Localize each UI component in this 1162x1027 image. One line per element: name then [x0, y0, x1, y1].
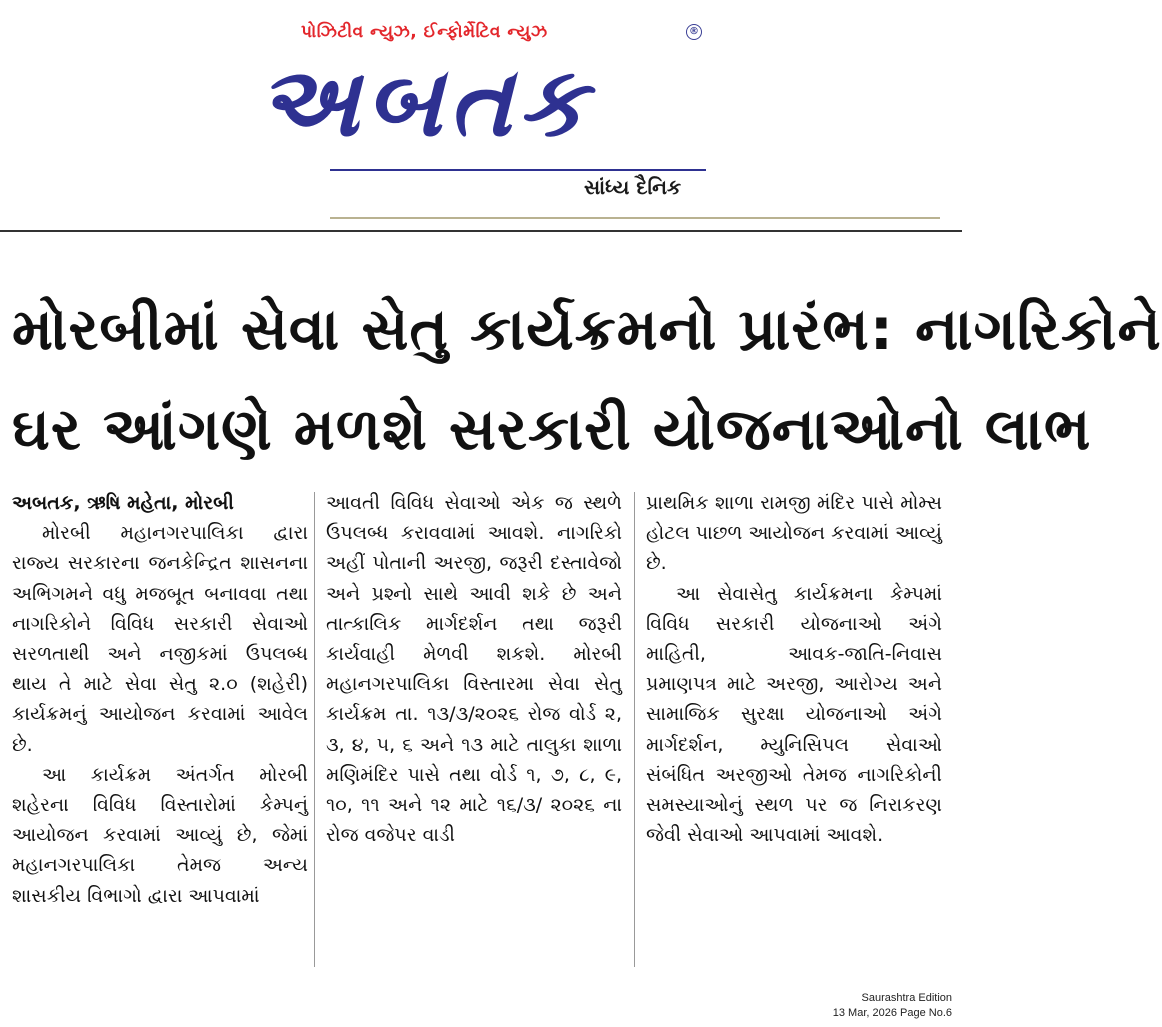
masthead — [0, 0, 962, 225]
edition-type: સાંધ્ય દૈનિક — [584, 175, 682, 199]
header-separator — [0, 230, 962, 232]
article-headline — [12, 279, 1162, 479]
headline-line-2: ઘર આંગણે મળશે સરકારી યોજનાઓનો લાભ — [12, 394, 1092, 463]
paragraph: આ કાર્યક્રમ અંતર્ગત મોરબી શહેરના વિવિધ વિસ્તારોમાં કેમ્પનું આયોજન કરવામાં આવ્યું છે, જેમાં મહાનગરપાલિકા તેમજ અન્ય શાસકીય વિભાગો દ્વારા આપવામાં — [12, 763, 308, 907]
column-divider — [634, 492, 635, 967]
article-column-1 — [12, 488, 308, 911]
tagline: પોઝિટીવ ન્યુઝ, ઈન્ફોર્મેટિવ ન્યુઝ — [301, 22, 548, 42]
registered-mark: ® — [686, 24, 702, 40]
headline-line-1: મોરબીમાં સેવા સેતુ કાર્યક્રમનો પ્રારંભ: નાગરિકોને — [12, 294, 1162, 363]
paragraph: મોરબી મહાનગરપાલિકા દ્વારા રાજ્ય સરકારના જનકેન્દ્રિત શાસનના અભિગમને વધુ મજબૂત બનાવવા તથા નાગરિકોને વિવિધ સરકારી સેવાઓ સરળતાથી અને નજીકમાં ઉપલબ્ધ થાય તે માટે સેવા સેતુ ૨.૦ (શહેરી) કાર્યક્રમનું આયોજન કરવામાં આવેલ છે. — [12, 522, 308, 756]
article-column-3 — [646, 488, 942, 850]
paragraph: પ્રાથમિક શાળા રામજી મંદિર પાસે મોમ્સ હોટલ પાછળ આયોજન કરવામાં આવ્યું છે. — [646, 492, 942, 575]
newspaper-logo: અબતક — [258, 46, 592, 158]
column-divider — [314, 492, 315, 967]
edition-label: Saurashtra Edition — [861, 992, 952, 1004]
article-column-2 — [326, 488, 622, 850]
page-footer — [833, 991, 952, 1021]
paragraph: આવતી વિવિધ સેવાઓ એક જ સ્થળે ઉપલબ્ધ કરાવવામાં આવશે. નાગરિકો અહીં પોતાની અરજી, જરૂરી દસ્તાવેજો અને પ્રશ્નો સાથે આવી શકે છે અને તાત્કાલિક માર્ગદર્શન તથા જરૂરી કાર્યવાહી મેળવી શકશે. મોરબી મહાનગરપાલિકા વિસ્તારમા સેવા સેતુ કાર્યક્રમ તા. ૧૩/૩/૨૦૨૬ રોજ વોર્ડ ૨, ૩, ૪, ૫, ૬ અને ૧૩ માટે તાલુકા શાળા મણિમંદિર પાસે તથા વોર્ડ ૧, ૭, ૮, ૯, ૧૦, ૧૧ અને ૧૨ માટે ૧૬/૩/ ૨૦૨૬ ના રોજ વજેપર વાડી — [326, 492, 622, 847]
paragraph: આ સેવાસેતુ કાર્યક્રમના કેમ્પમાં વિવિધ સરકારી યોજનાઓ અંગે માહિતી, આવક-જાતિ-નિવાસ પ્રમાણપત્ર માટે અરજી, આરોગ્ય અને સામાજિક સુરક્ષા યોજનાઓ અંગે માર્ગદર્શન, મ્યુનિસિપલ સેવાઓ સંબંધિત અરજીઓ તેમજ નાગરિકોની સમસ્યાઓનું સ્થળ પર જ નિરાકરણ જેવી સેવાઓ આપવામાં આવશે. — [646, 582, 942, 847]
masthead-underline — [330, 217, 940, 219]
date-page-label: 13 Mar, 2026 Page No.6 — [832, 1007, 952, 1019]
byline: અબતક, ઋષિ મહેતા, મોરબી — [12, 492, 234, 514]
masthead-rule — [330, 169, 706, 171]
